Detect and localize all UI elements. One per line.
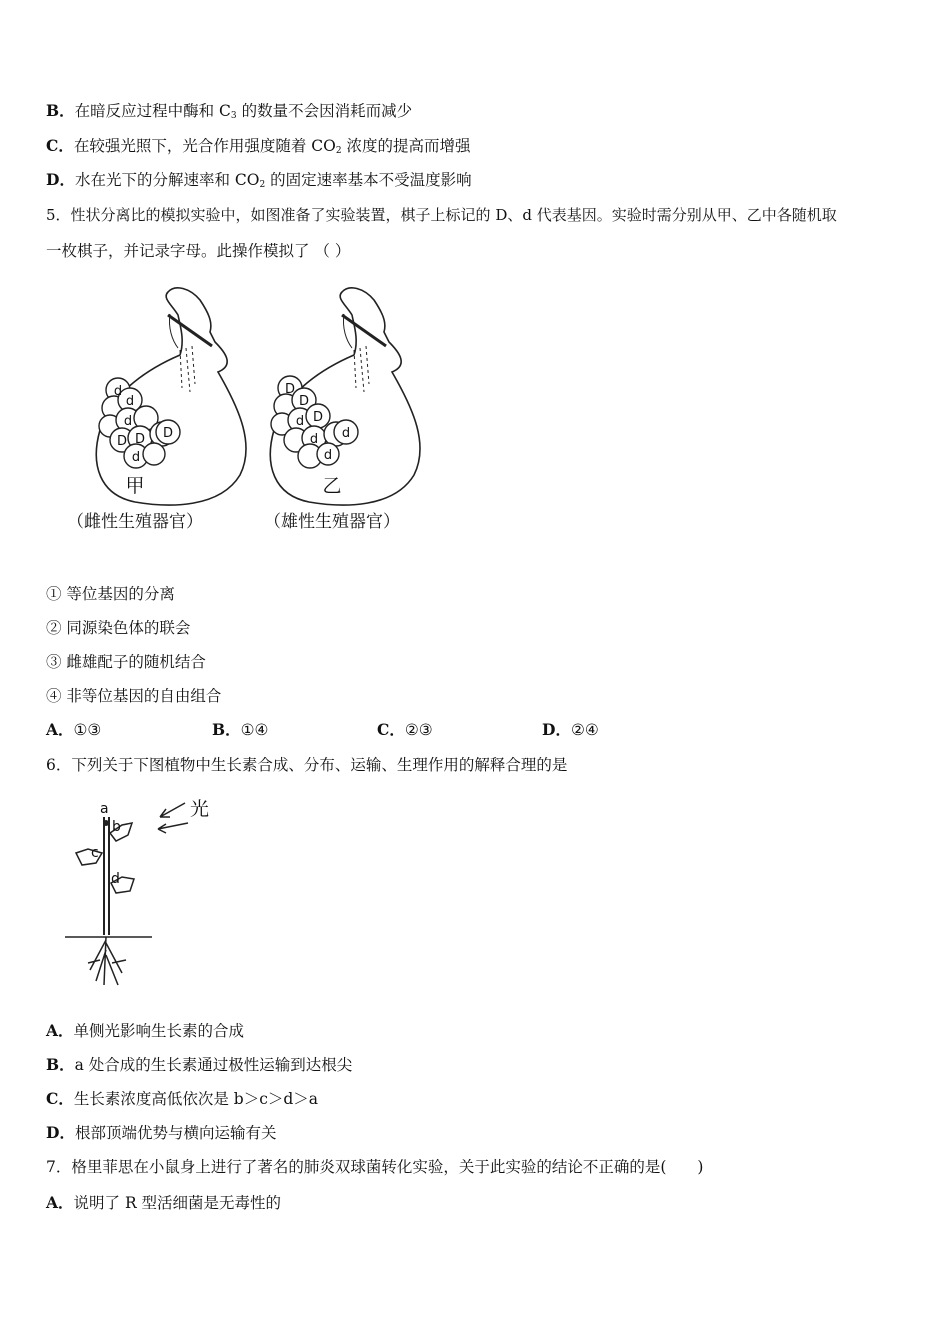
option-text: ①③ [73, 721, 102, 739]
q6-option-b [46, 1054, 352, 1076]
ball-label: d [125, 394, 135, 409]
bag-yi-caption: （雄性生殖器官） [264, 512, 400, 532]
option-letter: D． [46, 1123, 75, 1142]
option-text: 单侧光影响生长素的合成 [73, 1022, 245, 1040]
bag-jia-caption: （雌性生殖器官） [67, 512, 203, 532]
option-text-tail: 的数量不会因消耗而减少 [236, 102, 413, 120]
option-text: 在暗反应过程中酶和 C [74, 102, 231, 120]
ball-label: D [298, 394, 310, 409]
ball-label: D [312, 410, 324, 425]
ball-label: d [131, 450, 141, 465]
light-label: 光 [190, 798, 210, 820]
option-text: 在较强光照下，光合作用强度随着 CO [73, 137, 336, 155]
q5-option-b [212, 719, 268, 741]
subscript: 2 [335, 146, 342, 156]
q5-bags-figure [50, 280, 430, 540]
q5-stem-line1: 5．性状分离比的模拟实验中，如图准备了实验装置，棋子上标记的 D、d 代表基因。实验时需分别从甲、乙中各随机取 [46, 206, 837, 224]
ball-label: D [284, 382, 296, 397]
q7-option-a [46, 1192, 281, 1214]
q6-option-a [46, 1020, 244, 1042]
ball-label: d [295, 414, 305, 429]
q5-option-a [46, 719, 101, 741]
subscript: 2 [259, 180, 266, 190]
option-letter: D． [542, 720, 571, 739]
q5-statement-1: ① 等位基因的分离 [46, 585, 175, 603]
ball-label: d [323, 448, 333, 463]
option-letter: A． [46, 1021, 74, 1040]
ball-label: D [134, 432, 146, 447]
q4-option-d [46, 169, 472, 196]
ball-label: D [162, 426, 174, 441]
plant-label-a: a [100, 801, 109, 817]
option-text: ①④ [240, 721, 269, 739]
plant-label-d: d [111, 871, 120, 887]
option-letter: B． [46, 101, 75, 120]
option-letter: A． [46, 720, 74, 739]
q6-option-c [46, 1088, 318, 1110]
option-letter: B． [212, 720, 241, 739]
option-letter: D． [46, 170, 75, 189]
subscript: 3 [230, 111, 237, 121]
q5-statement-4: ④ 非等位基因的自由组合 [46, 687, 222, 705]
option-text: 说明了 R 型活细菌是无毒性的 [73, 1194, 282, 1212]
option-letter: C． [46, 136, 74, 155]
option-text-tail: 浓度的提高而增强 [341, 137, 471, 155]
option-text: 水在光下的分解速率和 CO [74, 171, 260, 189]
option-letter: C． [46, 1089, 74, 1108]
option-text-tail: 的固定速率基本不受温度影响 [265, 171, 472, 189]
q5-option-d [542, 719, 599, 741]
ball-label: d [341, 426, 351, 441]
q5-statement-2: ② 同源染色体的联会 [46, 619, 191, 637]
q6-option-d [46, 1122, 276, 1144]
option-text: 生长素浓度高低依次是 b＞c＞d＞a [73, 1090, 319, 1108]
option-letter: A． [46, 1193, 74, 1212]
bag-jia-name: 甲 [125, 475, 145, 497]
option-text: ②③ [404, 721, 433, 739]
q4-option-b [46, 100, 412, 127]
option-text: 根部顶端优势与横向运输有关 [74, 1124, 277, 1142]
q5-stem-line2: 一枚棋子，并记录字母。此操作模拟了 （ ） [46, 242, 351, 260]
option-text: ②④ [570, 721, 599, 739]
option-letter: C． [377, 720, 405, 739]
ball-label: d [123, 414, 133, 429]
bag-yi-name: 乙 [322, 475, 342, 497]
plant-label-b: b [112, 819, 121, 835]
option-text: a 处合成的生长素通过极性运输到达根尖 [74, 1056, 353, 1074]
q6-stem: 6．下列关于下图植物中生长素合成、分布、运输、生理作用的解释合理的是 [46, 756, 568, 774]
q4-option-c [46, 135, 471, 162]
q6-plant-figure [60, 795, 230, 995]
ball-label: d [309, 432, 319, 447]
ball-label: d [113, 384, 123, 399]
q5-statement-3: ③ 雌雄配子的随机结合 [46, 653, 206, 671]
option-letter: B． [46, 1055, 75, 1074]
plant-label-c: c [91, 845, 99, 861]
q5-option-c [377, 719, 433, 741]
ball-label: D [116, 434, 128, 449]
q7-stem: 7．格里菲思在小鼠身上进行了著名的肺炎双球菌转化实验，关于此实验的结论不正确的是( ) [46, 1158, 704, 1176]
